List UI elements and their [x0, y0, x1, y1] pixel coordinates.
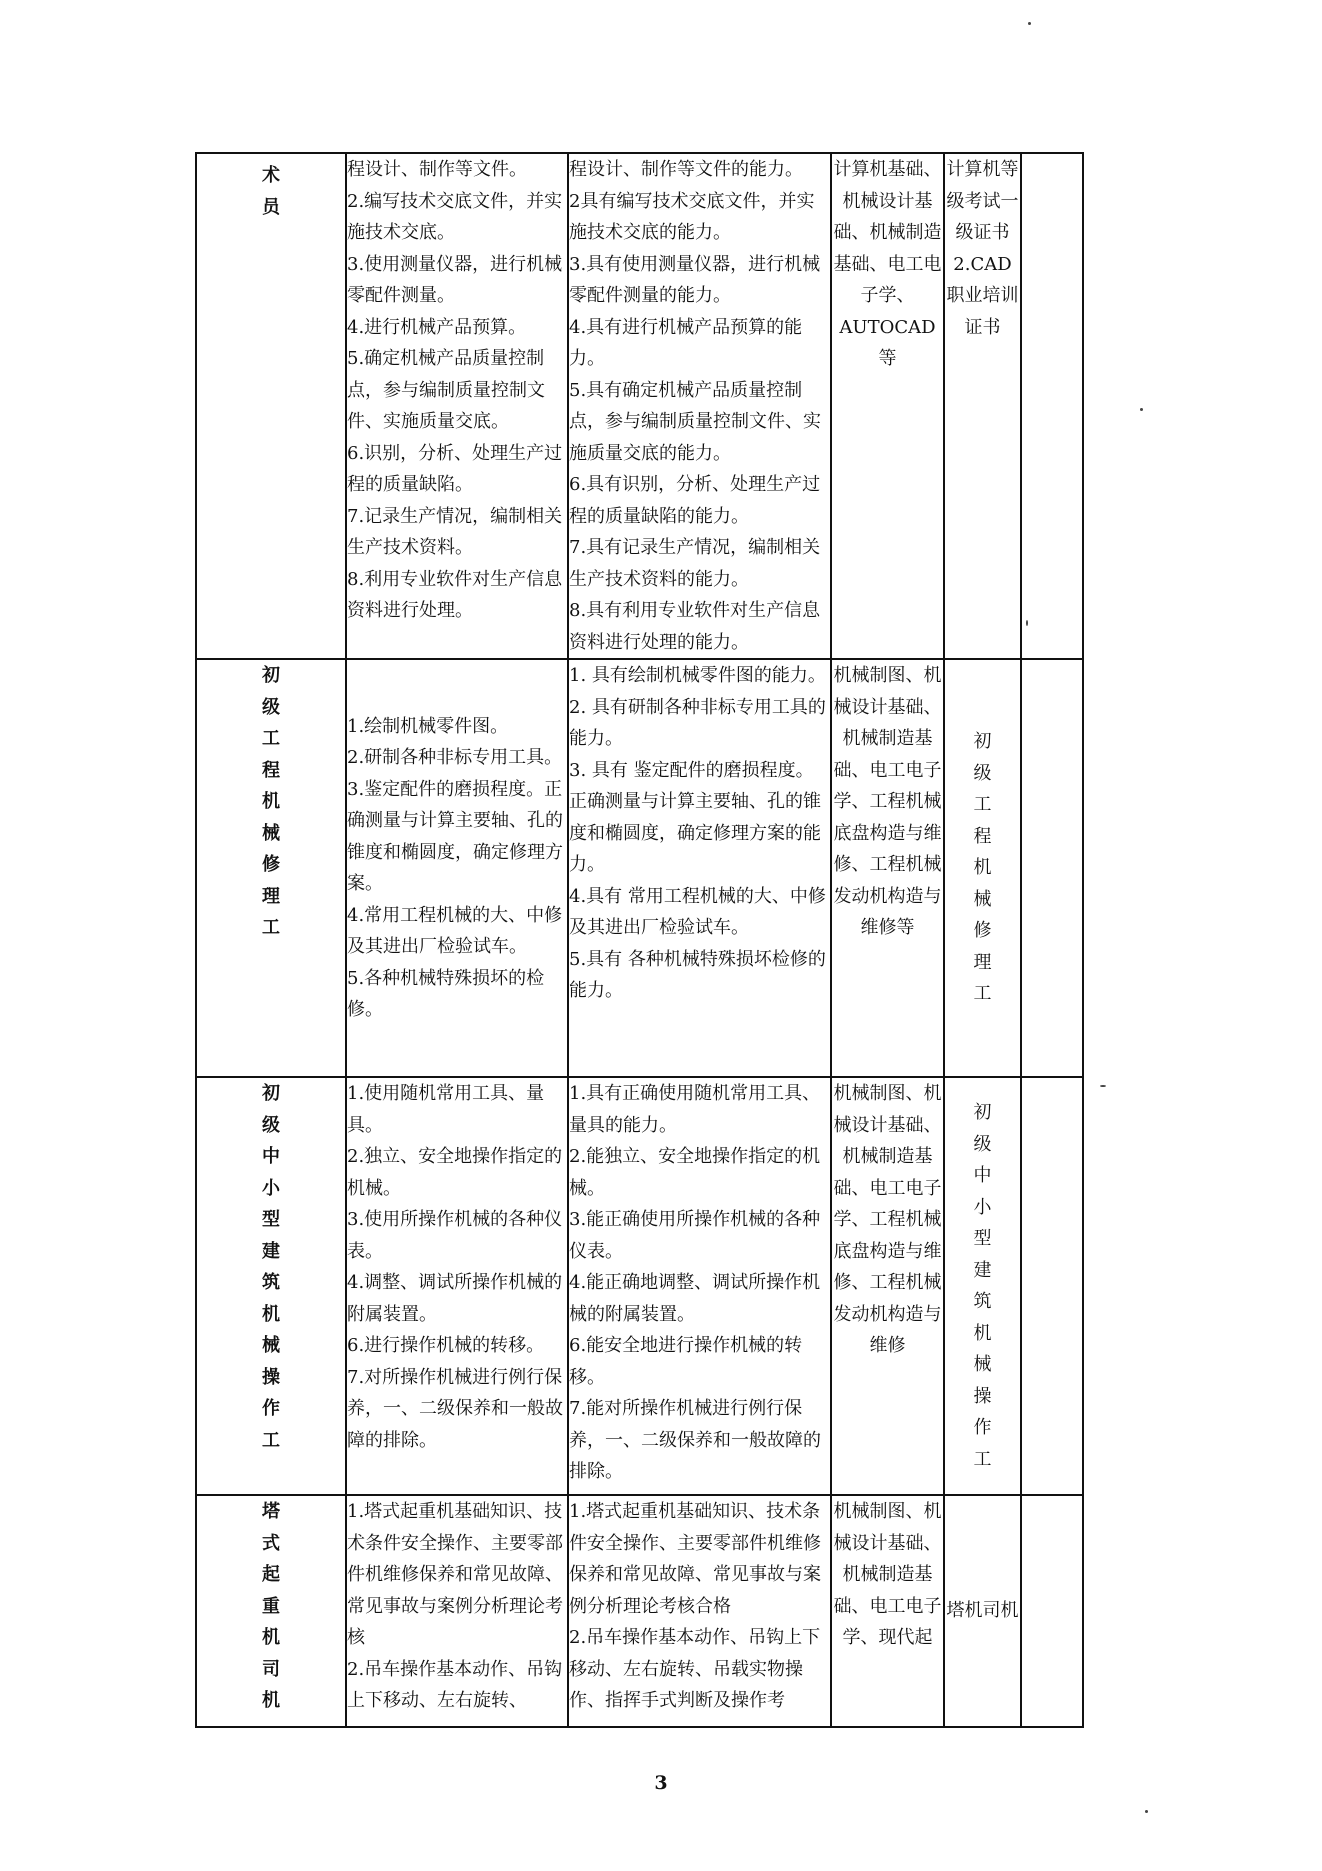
role-name: 初级工程机械修理工 — [262, 665, 280, 938]
courses-cell: 机械制图、机械设计基础、机械制造基础、电工电子学、现代起 — [831, 1495, 944, 1727]
ability-item: 2.能独立、安全地操作指定的机械。 — [569, 1146, 821, 1199]
duty-item: 1.使用随机常用工具、量具。 — [347, 1083, 545, 1136]
role-cell — [196, 153, 346, 659]
duty-item: 2.研制各种非标专用工具。 — [347, 747, 563, 768]
empty-cell — [1021, 1495, 1083, 1727]
ability-item: 3.具有使用测量仪器，进行机械零配件测量的能力。 — [569, 253, 821, 306]
duties-cell — [346, 153, 568, 659]
duty-item: 2.独立、安全地操作指定的机械。 — [347, 1146, 563, 1199]
certificates-cell: 计算机等级考试一级证书 2.CAD 职业培训证书 — [944, 153, 1021, 659]
table-row — [196, 1077, 1083, 1495]
ability-item: 6.能安全地进行操作机械的转移。 — [569, 1335, 803, 1388]
ability-item: 3.能正确使用所操作机械的各种仪表。 — [569, 1209, 821, 1262]
ability-item: 1. 具有绘制机械零件图的能力。 — [569, 665, 826, 686]
ability-item: 8.具有利用专业软件对生产信息资料进行处理的能力。 — [569, 600, 821, 653]
ability-item: 4.具有 常用工程机械的大、中修及其进出厂检验试车。 — [569, 885, 826, 938]
role-cell — [196, 1495, 346, 1727]
ability-item: 程设计、制作等文件的能力。 — [569, 159, 803, 180]
duty-item: 1.塔式起重机基础知识、技术条件安全操作、主要零部件机维修保养和常见故障、常见事故与案例分析理论考核 — [347, 1501, 563, 1648]
role-name: 初级中小型建筑机械操作工 — [262, 1083, 280, 1451]
duty-item: 4.常用工程机械的大、中修及其进出厂检验试车。 — [347, 904, 563, 957]
abilities-cell — [568, 659, 831, 1077]
ability-item: 5.具有确定机械产品质量控制点，参与编制质量控制文件、实施质量交底的能力。 — [569, 379, 821, 464]
certificates-cell: 塔机司机 — [944, 1495, 1021, 1727]
duty-item: 2.吊车操作基本动作、吊钩上下移动、左右旋转、 — [347, 1658, 563, 1711]
ability-item: 2. 具有研制各种非标专用工具的能力。 — [569, 696, 826, 749]
ability-item: 7.具有记录生产情况，编制相关生产技术资料的能力。 — [569, 537, 821, 590]
certificates-cell — [944, 659, 1021, 1077]
duty-item: 5.各种机械特殊损坏的检修。 — [347, 967, 545, 1020]
page-number: 3 — [654, 1772, 668, 1794]
abilities-cell — [568, 1077, 831, 1495]
duty-item: 6.识别，分析、处理生产过程的质量缺陷。 — [347, 442, 563, 495]
empty-cell — [1021, 153, 1083, 659]
ability-item: 1.具有正确使用随机常用工具、量具的能力。 — [569, 1083, 821, 1136]
scan-speck — [1026, 620, 1028, 626]
certificates-cell — [944, 1077, 1021, 1495]
scan-speck — [1140, 408, 1143, 411]
scan-speck — [1145, 1810, 1148, 1813]
table-row — [196, 659, 1083, 1077]
ability-item: 5.具有 各种机械特殊损坏检修的能力。 — [569, 948, 826, 1001]
empty-cell — [1021, 1077, 1083, 1495]
courses-cell: 机械制图、机械设计基础、机械制造基础、电工电子学、工程机械底盘构造与维修、工程机械发动机构造与维修等 — [831, 659, 944, 1077]
ability-item: 4.具有进行机械产品预算的能力。 — [569, 316, 803, 369]
ability-item: 1.塔式起重机基础知识、技术条件安全操作、主要零部件机维修保养和常见故障、常见事故与案例分析理论考核合格 — [569, 1501, 821, 1617]
ability-item: 6.具有识别，分析、处理生产过程的质量缺陷的能力。 — [569, 474, 821, 527]
scan-speck — [1100, 1085, 1106, 1087]
certificate-name: 初级工程机械修理工 — [973, 731, 992, 1005]
duty-item: 3.鉴定配件的磨损程度。正确测量与计算主要轴、孔的锥度和椭圆度，确定修理方案。 — [347, 778, 563, 894]
duty-item: 1.绘制机械零件图。 — [347, 715, 509, 737]
courses-cell: 计算机基础、机械设计基础、机械制造基础、电工电子学、AUTOCAD 等 — [831, 153, 944, 659]
duties-cell — [346, 1077, 568, 1495]
ability-item: 2具有编写技术交底文件，并实施技术交底的能力。 — [569, 190, 815, 243]
ability-item: 4.能正确地调整、调试所操作机械的附属装置。 — [569, 1272, 821, 1325]
duty-item: 3.使用测量仪器，进行机械零配件测量。 — [347, 253, 563, 306]
duty-item: 6.进行操作机械的转移。 — [347, 1335, 545, 1356]
duties-cell — [346, 659, 568, 1077]
table-row — [196, 1495, 1083, 1727]
duty-item: 7.对所操作机械进行例行保养，一、二级保养和一般故障的排除。 — [347, 1366, 563, 1451]
empty-cell — [1021, 659, 1083, 1077]
duty-item: 7.记录生产情况，编制相关生产技术资料。 — [347, 505, 563, 558]
role-cell — [196, 659, 346, 1077]
role-cell — [196, 1077, 346, 1495]
duties-cell — [346, 1495, 568, 1727]
duty-item: 3.使用所操作机械的各种仪表。 — [347, 1209, 563, 1262]
duty-item: 程设计、制作等文件。 — [347, 159, 527, 180]
ability-item: 2.吊车操作基本动作、吊钩上下移动、左右旋转、吊载实物操作、指挥手式判断及操作考 — [569, 1627, 821, 1711]
duty-item: 4.进行机械产品预算。 — [347, 316, 527, 338]
courses-cell: 机械制图、机械设计基础、机械制造基础、电工电子学、工程机械底盘构造与维修、工程机械发动机构造与维修 — [831, 1077, 944, 1495]
duty-item: 4.调整、调试所操作机械的附属装置。 — [347, 1272, 563, 1325]
abilities-cell — [568, 1495, 831, 1727]
certificate-name: 初级中小型建筑机械操作工 — [973, 1102, 992, 1470]
role-name: 塔式起重机司机 — [262, 1501, 280, 1711]
table-row — [196, 153, 1083, 659]
abilities-cell — [568, 153, 831, 659]
role-name: 术员 — [262, 165, 280, 218]
duty-item: 5.确定机械产品质量控制点，参与编制质量控制文件、实施质量交底。 — [347, 348, 545, 432]
ability-item: 3. 具有 鉴定配件的磨损程度。正确测量与计算主要轴、孔的锥度和椭圆度，确定修理方案的能力。 — [569, 759, 821, 875]
scan-speck — [1028, 22, 1031, 25]
occupation-table — [195, 152, 1084, 1728]
duty-item: 2.编写技术交底文件，并实施技术交底。 — [347, 190, 563, 243]
duty-item: 8.利用专业软件对生产信息资料进行处理。 — [347, 568, 563, 621]
ability-item: 7.能对所操作机械进行例行保养，一、二级保养和一般故障的排除。 — [569, 1398, 821, 1482]
